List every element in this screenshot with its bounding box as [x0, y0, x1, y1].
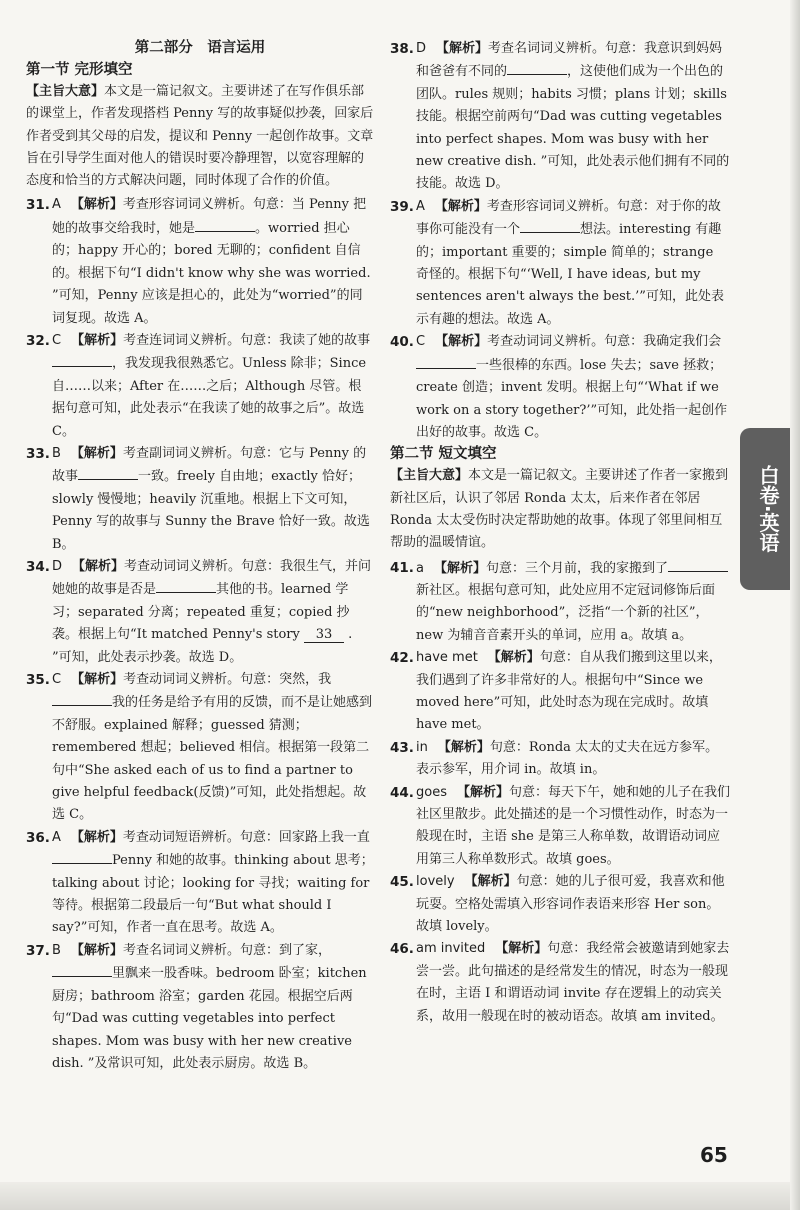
item-answer: D [52, 558, 63, 574]
item-number: 44. [390, 784, 414, 801]
answer-item [390, 782, 730, 872]
item-number: 39. [390, 198, 414, 215]
answer-blank [78, 465, 138, 480]
answer-item [390, 38, 730, 196]
answer-blank [507, 60, 567, 75]
answer-item [390, 557, 730, 648]
item-answer: C [52, 332, 62, 348]
item-text: 新社区。根据句意可知，此处应用不定冠词修饰后面的“new neighborhood”，泛指“一个新的社区”，new 为辅音音素开头的单词，应用 a。故填 a。 [416, 582, 716, 643]
item-label: 【解析】 [437, 739, 490, 755]
item-text: 考查动词词义辨析。句意：我很生气，并问她她的故事是否是 [52, 558, 372, 598]
item-label: 【解析】 [71, 672, 124, 688]
item-text: 考查副词词义辨析。句意：它与 Penny 的故事 [52, 445, 367, 485]
item-text: 考查连词词义辨析。句意：我读了她的故事 [123, 332, 371, 348]
item-text: ，这使他们成为一个出色的团队。rules 规则；habits 习惯；plans 计划；skills 技能。根据空前两句“Dad was cutting vegetables into perfect shapes. Mom was busy with her new creative dish. ”可知，此处表示他们拥有不同的技能。故选 D。 [416, 64, 730, 192]
answer-item [26, 669, 374, 827]
answer-blank [156, 578, 216, 593]
item-label: 【解析】 [70, 829, 123, 845]
item-answer: A [52, 829, 61, 845]
item-text: 句意：我经常会被邀请到她家去尝一尝。此句描述的是经常发生的情况，时态为一般现在时，主语 I 和谓语动词 invite 存在逻辑上的动宾关系，故用一般现在时的被动语态。故填 am invited。 [416, 941, 730, 1024]
answer-item [26, 443, 374, 556]
item-label: 【解析】 [464, 874, 517, 890]
item-text: . ”可知，此处表示抄袭。故选 D。 [52, 627, 353, 665]
item-number: 46. [390, 941, 414, 958]
answer-item [26, 194, 374, 329]
part-title: 第二部分 语言运用 [134, 40, 266, 56]
item-number: 40. [390, 334, 414, 351]
item-label: 【解析】 [70, 942, 123, 958]
summary-text: 本文是一篇记叙文。主要讲述了在写作俱乐部的课堂上，作者发现搭档 Penny 写的故事疑似抄袭，回家后作者受到其父母的启发，提议和 Penny 一起创作故事。文章旨在引导学生面对他人的错误时要冷静理智，以宽容理解的态度和恰当的方式解决问题，同时体现了合作的价值。 [26, 84, 374, 189]
answer-item [26, 827, 374, 940]
item-answer: A [416, 198, 425, 214]
answer-item [390, 647, 730, 737]
item-text: 考查形容词词义辨析。句意：对于你的故事你可能没有一个 [416, 198, 721, 238]
answer-blank [195, 217, 255, 232]
item-number: 32. [26, 332, 50, 349]
answer-blank-numbered: 33 [304, 628, 344, 643]
item-text: 考查名词词义辨析。句意：到了家， [122, 942, 331, 958]
item-text: 一致。freely 自由地；exactly 恰好；slowly 慢慢地；heavily 沉重地。根据上下文可知，Penny 写的故事与 Sunny the Brave 恰好一致。故选 B。 [52, 469, 370, 552]
answer-blank [52, 849, 112, 864]
item-answer: C [416, 334, 426, 350]
item-number: 38. [390, 41, 414, 57]
item-text: 其他的书。learned 学习；separated 分离；repeated 重复；copied 抄袭。根据上句“It matched Penny's story [52, 582, 350, 643]
item-text: 考查动词词义辨析。句意：突然，我 [123, 672, 332, 688]
item-text: 考查动词词义辨析。句意：我确定我们会 [487, 334, 722, 350]
item-text: 我的任务是给予有用的反馈，而不是让她感到不舒服。explained 解释；guessed 猜测；remembered 想起；believed 相信。根据第一段第二句中“She asked each of us to find a partner to give helpful feedback(反馈)”可知，此处指想起。故选 C。 [52, 695, 373, 823]
summary-passage [390, 465, 730, 554]
item-answer: A [52, 197, 61, 213]
item-number: 43. [390, 739, 414, 756]
item-label: 【解析】 [435, 334, 488, 350]
item-label: 【解析】 [72, 558, 125, 574]
item-answer: a [416, 560, 424, 576]
item-answer: lovely [416, 874, 455, 890]
item-text: 考查动词短语辨析。句意：回家路上我一直 [122, 829, 370, 845]
summary-text: 本文是一篇记叙文。主要讲述了作者一家搬到新社区后，认识了邻居 Ronda 太太，后来作者在邻居 Ronda 太太受伤时决定帮助她的故事。体现了邻里间相互帮助的温暖情谊。 [390, 468, 729, 551]
section-title-cloze: 第一节 完形填空 [26, 62, 133, 78]
item-answer: D [416, 41, 427, 56]
answer-item [390, 331, 730, 444]
item-text: 句意：自从我们搬到这里以来，我们遇到了许多非常好的人。根据句中“Since we moved here”可知，此处时态为现在完成时。故填 have met。 [416, 650, 722, 733]
answer-item [390, 871, 730, 938]
item-number: 45. [390, 874, 414, 891]
item-answer: B [52, 445, 61, 461]
page-number: 65 [700, 1143, 728, 1167]
item-label: 【解析】 [495, 941, 548, 957]
item-label: 【解析】 [433, 560, 486, 576]
item-text: 考查形容词词义辨析。句意：当 Penny 把她的故事交给我时，她是 [52, 197, 367, 236]
answer-item [390, 196, 730, 331]
section-title-passage: 第二节 短文填空 [390, 446, 497, 463]
item-number: 31. [26, 197, 50, 214]
item-answer: C [52, 672, 62, 688]
summary-tag: 【主旨大意】 [390, 468, 469, 484]
item-label: 【解析】 [434, 198, 487, 214]
item-label: 【解析】 [456, 784, 509, 800]
answer-blank [52, 691, 112, 706]
item-text: Penny 和她的故事。thinking about 思考；talking about 讨论；looking for 寻找；waiting for 等待。根据第二段最后一句“But what should I say?”可知，作者一直在思考。故选 A。 [52, 853, 374, 936]
item-text: 考查名词词义辨析。句意：我意识到妈妈和爸爸有不同的 [416, 41, 723, 80]
item-answer: have met [416, 650, 478, 666]
answer-item [390, 938, 730, 1028]
item-answer: B [52, 942, 61, 958]
answer-item [390, 737, 730, 782]
item-number: 42. [390, 650, 414, 667]
answer-blank [520, 218, 580, 233]
item-text: 一些很棒的东西。lose 失去；save 拯救；create 创造；invent 发明。根据上句“‘What if we work on a story together?’”可知，此处指一起创作出好的故事。故选 C。 [416, 357, 728, 440]
item-number: 34. [26, 558, 50, 575]
item-label: 【解析】 [70, 197, 123, 213]
item-answer: am invited [416, 941, 486, 957]
item-text: 句意：每天下午，她和她的儿子在我们社区里散步。此处描述的是一个习惯性动作，时态为一般现在时，主语 she 是第三人称单数，故谓语动词应用第三人称单数形式。故填 goes。 [416, 784, 731, 867]
item-label: 【解析】 [487, 650, 540, 666]
item-text: 。worried 担心的；happy 开心的；bored 无聊的；confident 自信的。根据下句“I didn't know why she was worried. ”可知，Penny 应该是担心的，此处为“worried”的同词复现。故选 A。 [52, 220, 371, 326]
item-text: 句意：Ronda 太太的丈夫在远方参军。表示参军，用介词 in。故填 in。 [416, 739, 719, 778]
item-text: ，我发现我很熟悉它。Unless 除非；Since 自……以来；After 在……之后；Although 尽管。根据句意可知，此处表示“在我读了她的故事之后”。故选 C。 [52, 356, 367, 439]
answer-blank [52, 352, 112, 367]
item-text: 里飘来一股香味。bedroom 卧室；kitchen 厨房；bathroom 浴室；garden 花园。根据空后两句“Dad was cutting vegetables into perfect shapes. Mom was busy with her new creative dish. ”及常识可知，此处表示厨房。故选 B。 [52, 966, 367, 1071]
summary-cloze [26, 81, 374, 192]
item-text: 句意：她的儿子很可爱，我喜欢和他玩耍。空格处需填入形容词作表语来形容 Her son。故填 lovely。 [416, 874, 725, 934]
answer-blank [668, 557, 728, 572]
page-edge-shadow [790, 0, 800, 1210]
item-number: 37. [26, 942, 50, 959]
answer-item [26, 940, 374, 1075]
item-answer: in [416, 739, 428, 755]
right-column [390, 38, 730, 1028]
item-label: 【解析】 [436, 41, 489, 56]
summary-tag: 【主旨大意】 [26, 84, 105, 99]
item-number: 41. [390, 559, 414, 576]
answer-item [26, 330, 374, 443]
item-answer: goes [416, 784, 447, 800]
item-number: 33. [26, 445, 50, 462]
item-number: 35. [26, 672, 50, 689]
item-text: 句意：三个月前，我的家搬到了 [485, 560, 668, 576]
page-bottom-shadow [0, 1182, 800, 1210]
answer-blank [52, 962, 112, 977]
side-tab: 白卷·英语 [740, 428, 796, 590]
item-label: 【解析】 [71, 332, 124, 348]
item-number: 36. [26, 829, 50, 846]
item-label: 【解析】 [70, 445, 123, 461]
answer-blank [416, 354, 476, 369]
left-column [26, 38, 374, 1075]
answer-item [26, 556, 374, 669]
item-text: 想法。interesting 有趣的；important 重要的；simple 简单的；strange 奇怪的。根据下句“‘Well, I have ideas, but my sentences aren't always the best.’”可知，此处表示有趣的想法。故选 A。 [416, 222, 724, 327]
